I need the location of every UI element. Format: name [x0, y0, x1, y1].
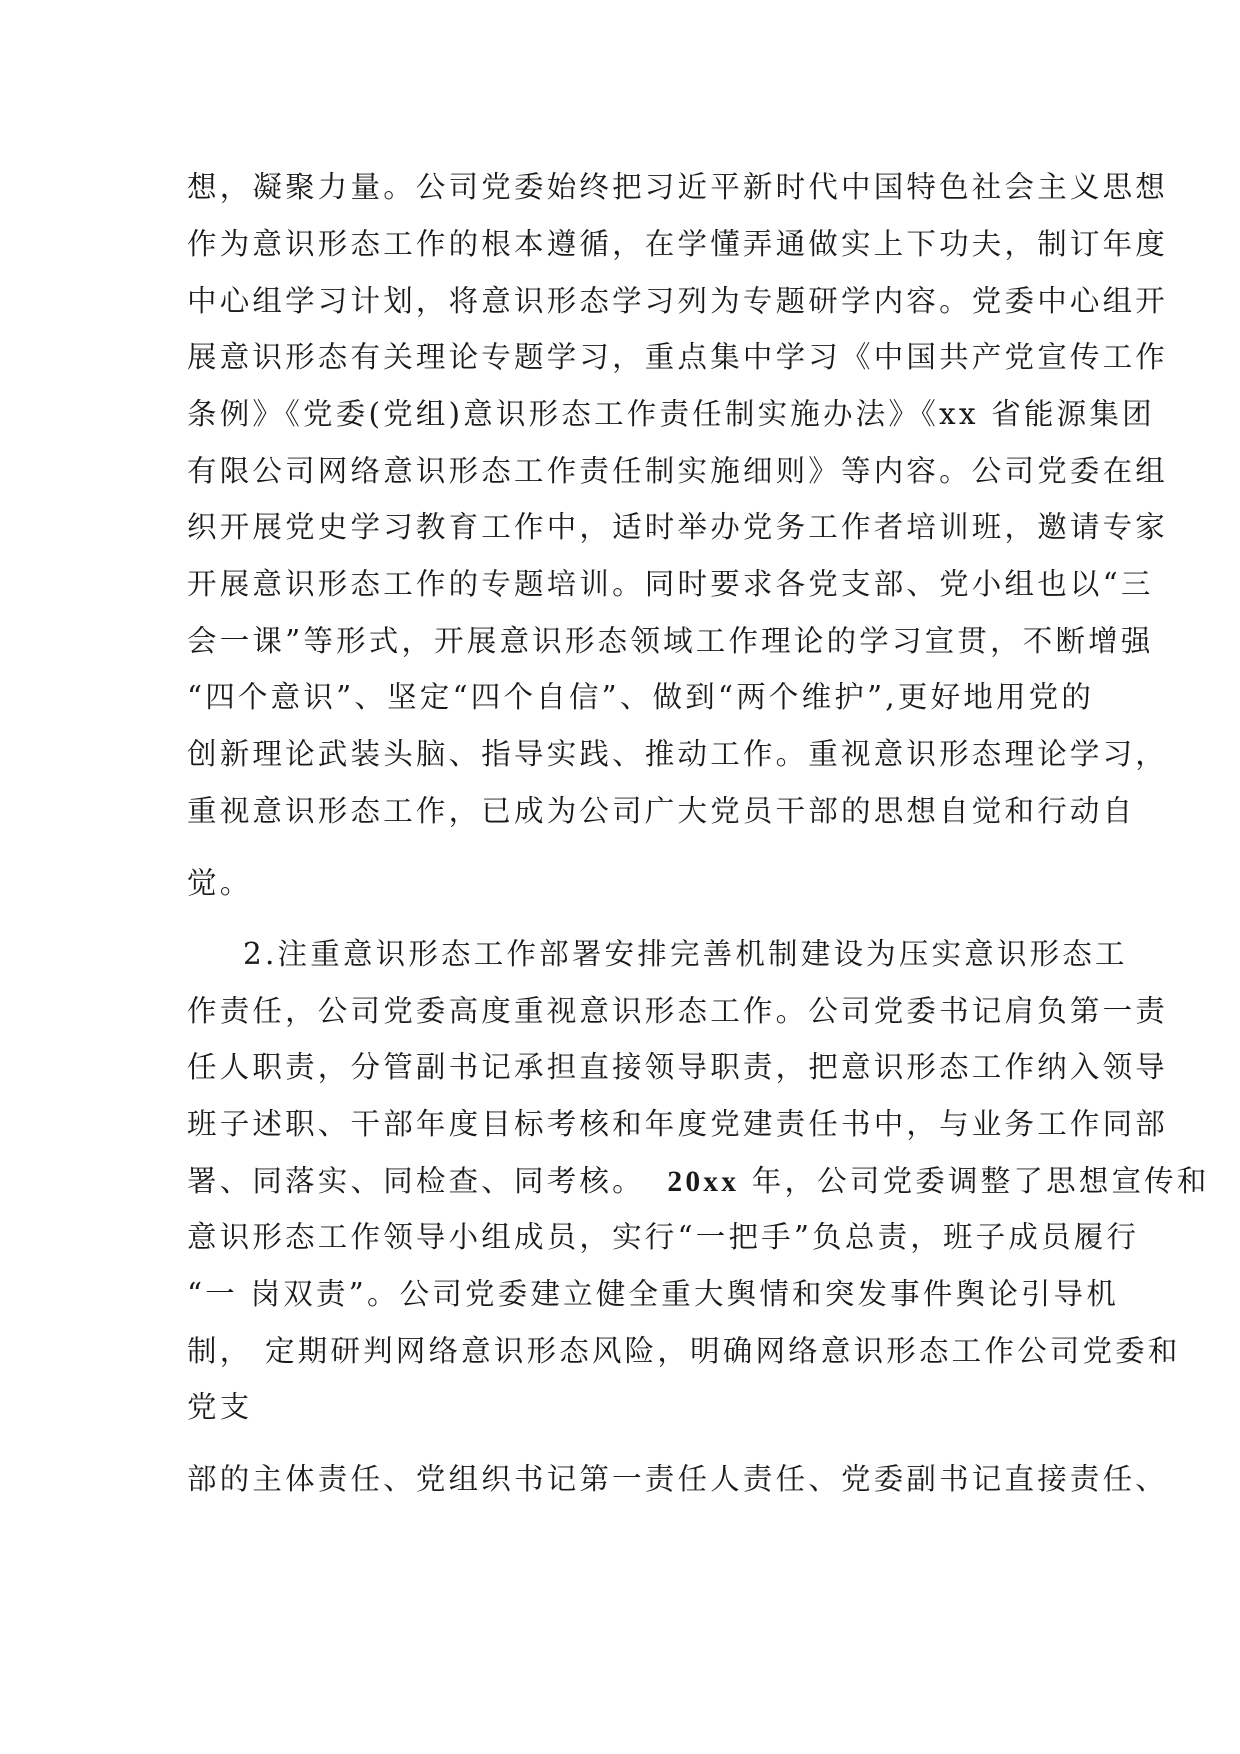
text-line: 班子述职、干部年度目标考核和年度党建责任书中，与业务工作同部	[187, 1107, 1169, 1141]
text-line	[187, 1164, 1210, 1198]
text-line: 党支	[187, 1390, 253, 1424]
section-heading-line: 2.注重意识形态工作部署安排完善机制建设为压实意识形态工	[243, 937, 1128, 971]
text-segment: 年，公司党委调整了思想宣传和	[751, 1164, 1210, 1198]
text-line: 创新理论武装头脑、指导实践、推动工作。重视意识形态理论学习，	[187, 737, 1169, 771]
text-segment: 署、同落实、同检查、同考核。	[187, 1164, 645, 1198]
text-line: 会一课”等形式，开展意识形态领域工作理论的学习宣贯，不断增强	[187, 624, 1154, 658]
text-line: 织开展党史学习教育工作中，适时举办党务工作者培训班，邀请专家	[187, 510, 1169, 544]
text-line: 条例》《党委(党组)意识形态工作责任制实施办法》《xx 省能源集团	[187, 397, 1155, 431]
text-line: 觉。	[187, 866, 253, 900]
text-line: 重视意识形态工作，已成为公司广大党员干部的思想自觉和行动自	[187, 794, 1136, 828]
text-line: 展意识形态有关理论专题学习，重点集中学习《中国共产党宣传工作	[187, 340, 1169, 374]
text-line: 作为意识形态工作的根本遵循，在学懂弄通做实上下功夫，制订年度	[187, 227, 1169, 261]
text-line: 任人职责，分管副书记承担直接领导职责，把意识形态工作纳入领导	[187, 1050, 1169, 1084]
text-line: 部的主体责任、党组织书记第一责任人责任、党委副书记直接责任、	[187, 1462, 1169, 1496]
text-line: 制， 定期研判网络意识形态风险，明确网络意识形态工作公司党委和	[187, 1334, 1181, 1368]
text-line: “一 岗双责”。公司党委建立健全重大舆情和突发事件舆论引导机	[187, 1277, 1120, 1311]
text-line: 想，凝聚力量。公司党委始终把习近平新时代中国特色社会主义思想	[187, 170, 1169, 204]
text-line: 中心组学习计划，将意识形态学习列为专题研学内容。党委中心组开	[187, 284, 1169, 318]
text-line: 开展意识形态工作的专题培训。同时要求各党支部、党小组也以“三	[187, 567, 1154, 601]
text-line: 作责任，公司党委高度重视意识形态工作。公司党委书记肩负第一责	[187, 994, 1169, 1028]
text-line: 意识形态工作领导小组成员，实行“一把手”负总责，班子成员履行	[187, 1220, 1140, 1254]
text-line: 有限公司网络意识形态工作责任制实施细则》等内容。公司党委在组	[187, 454, 1169, 488]
year-text: 20xx	[667, 1166, 740, 1198]
text-line: “四个意识”、坚定“四个自信”、做到“两个维护”,更好地用党的	[187, 680, 1095, 714]
